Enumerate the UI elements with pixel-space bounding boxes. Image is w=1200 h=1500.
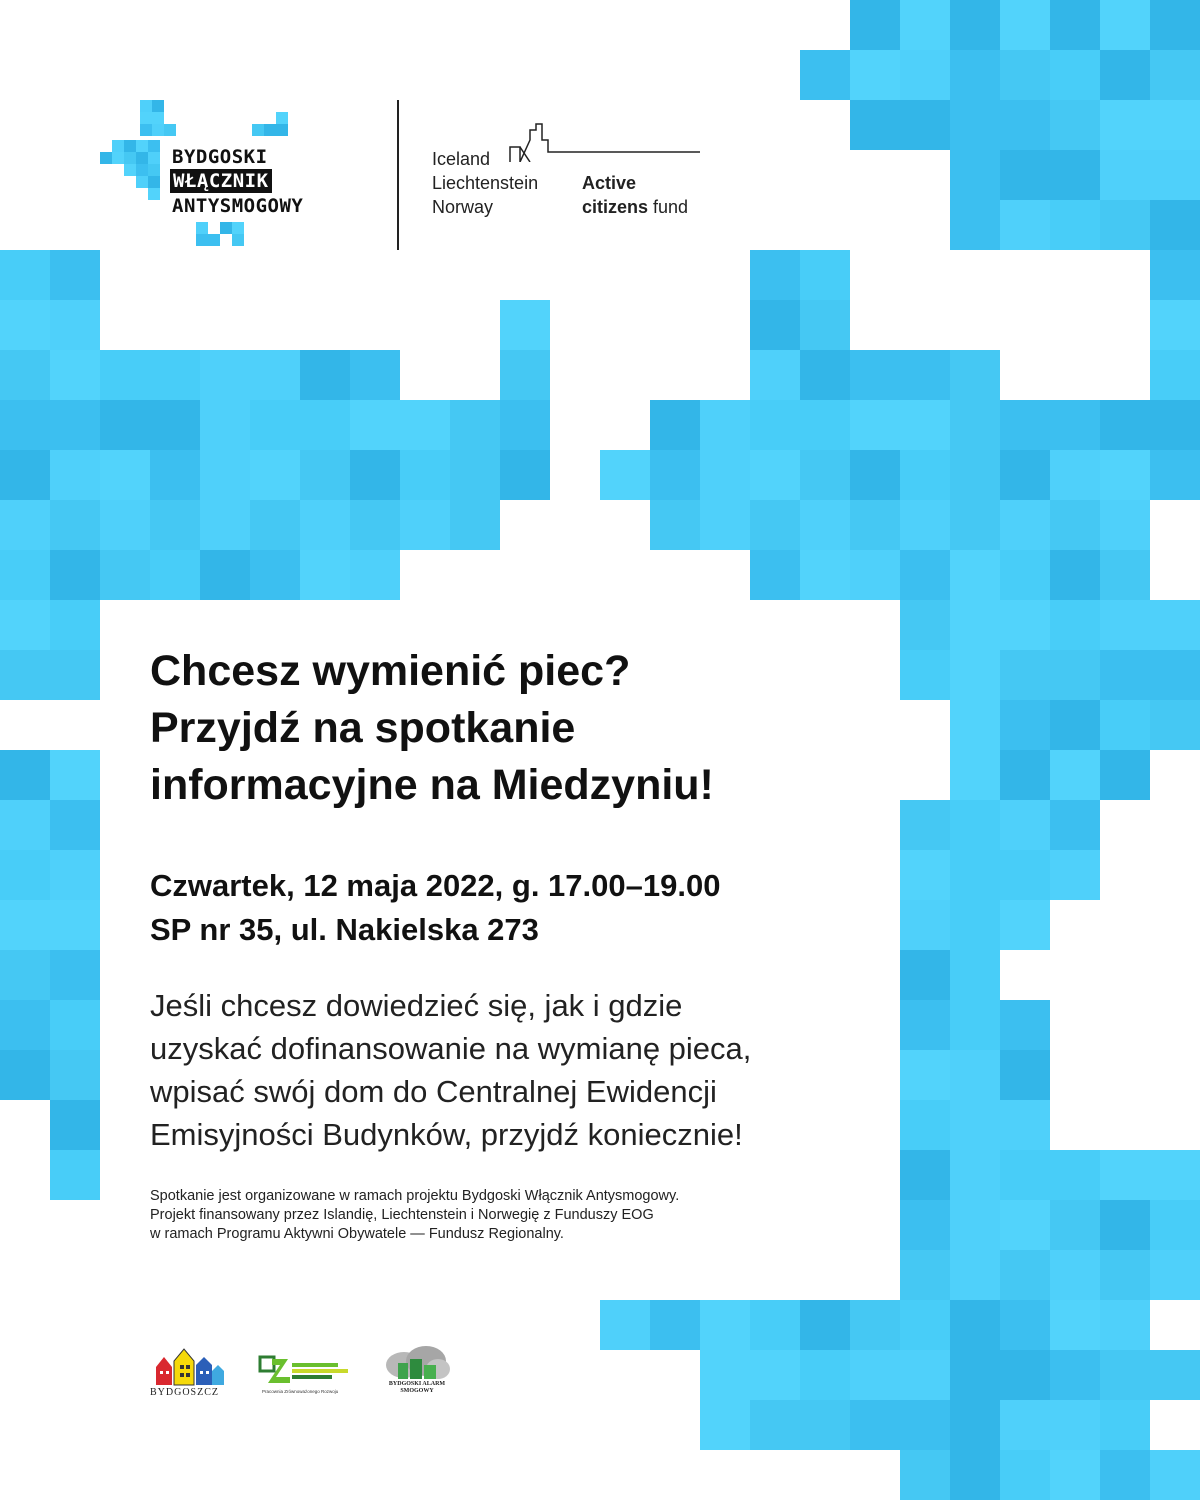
logo-bydgoski-wlacznik	[100, 100, 365, 250]
mosaic-pixel	[1000, 1000, 1050, 1050]
mosaic-pixel	[950, 850, 1000, 900]
mosaic-pixel	[1100, 1150, 1150, 1200]
mosaic-pixel	[950, 1400, 1000, 1450]
mosaic-pixel	[1000, 1400, 1050, 1450]
mosaic-pixel	[1050, 650, 1100, 700]
mosaic-pixel	[1100, 1400, 1150, 1450]
event-description	[150, 984, 870, 1156]
mosaic-pixel	[50, 1100, 100, 1150]
mosaic-pixel	[1050, 500, 1100, 550]
mosaic-pixel	[850, 0, 900, 50]
mosaic-pixel	[0, 850, 50, 900]
bydgoszcz-caption: BYDGOSZCZ	[150, 1387, 220, 1398]
description-line: uzyskać dofinansowanie na wymianę pieca,	[150, 1031, 752, 1066]
mosaic-pixel	[1100, 200, 1150, 250]
mosaic-pixel	[1150, 600, 1200, 650]
mosaic-pixel	[1100, 1200, 1150, 1250]
mosaic-pixel	[900, 1250, 950, 1300]
mosaic-pixel	[900, 400, 950, 450]
mosaic-pixel	[1100, 400, 1150, 450]
mosaic-pixel	[50, 500, 100, 550]
bydgoszcz-houses-icon	[148, 1345, 230, 1387]
mosaic-pixel	[950, 200, 1000, 250]
mosaic-pixel	[0, 500, 50, 550]
mosaic-pixel	[950, 0, 1000, 50]
acf-countries	[432, 147, 538, 219]
mosaic-pixel	[0, 400, 50, 450]
mosaic-pixel	[0, 950, 50, 1000]
mosaic-pixel	[850, 350, 900, 400]
event-details	[150, 864, 870, 952]
mosaic-pixel	[150, 350, 200, 400]
logo-bydgoszcz	[148, 1345, 230, 1403]
logo-text-line-1: BYDGOSKI	[172, 146, 268, 168]
mosaic-pixel	[250, 400, 300, 450]
mosaic-pixel	[0, 350, 50, 400]
mosaic-pixel	[1150, 700, 1200, 750]
mosaic-pixel	[1050, 850, 1100, 900]
mosaic-pixel	[1100, 50, 1150, 100]
acf-fund-line-2-rest: fund	[648, 197, 689, 217]
mosaic-pixel	[1150, 300, 1200, 350]
mosaic-pixel	[1050, 700, 1100, 750]
mosaic-pixel	[800, 1400, 850, 1450]
acf-country: Liechtenstein	[432, 173, 539, 193]
mosaic-pixel	[300, 500, 350, 550]
mosaic-pixel	[900, 1200, 950, 1250]
mosaic-pixel	[1150, 1450, 1200, 1500]
mosaic-pixel	[650, 500, 700, 550]
mosaic-pixel	[1150, 1250, 1200, 1300]
mosaic-pixel	[950, 1200, 1000, 1250]
mosaic-pixel	[700, 500, 750, 550]
mosaic-pixel	[900, 1300, 950, 1350]
mosaic-pixel	[900, 1150, 950, 1200]
mosaic-pixel	[1100, 1300, 1150, 1350]
mosaic-pixel	[900, 800, 950, 850]
acf-country: Iceland	[432, 149, 491, 169]
mosaic-pixel	[1050, 400, 1100, 450]
mosaic-pixel	[450, 450, 500, 500]
mosaic-pixel	[1100, 1450, 1150, 1500]
headline-line: informacyjne na Miedzyniu!	[150, 761, 714, 809]
mosaic-pixel	[700, 450, 750, 500]
mosaic-pixel	[1000, 100, 1050, 150]
mosaic-pixel	[1000, 1450, 1050, 1500]
mosaic-pixel	[1100, 650, 1150, 700]
mosaic-pixel	[1100, 750, 1150, 800]
mosaic-pixel	[600, 1300, 650, 1350]
mosaic-pixel	[600, 450, 650, 500]
mosaic-pixel	[650, 400, 700, 450]
mosaic-pixel	[50, 600, 100, 650]
mosaic-pixel	[900, 1100, 950, 1150]
mosaic-pixel	[950, 1350, 1000, 1400]
mosaic-pixel	[1100, 0, 1150, 50]
mosaic-pixel	[350, 450, 400, 500]
logo-text-line-3: ANTYSMOGOWY	[172, 195, 304, 217]
mosaic-pixel	[950, 650, 1000, 700]
mosaic-pixel	[750, 1350, 800, 1400]
mosaic-pixel	[1050, 1300, 1100, 1350]
mosaic-pixel	[50, 650, 100, 700]
mosaic-pixel	[900, 0, 950, 50]
mosaic-pixel	[1000, 50, 1050, 100]
mosaic-pixel	[700, 1300, 750, 1350]
mosaic-pixel	[100, 450, 150, 500]
mosaic-pixel	[500, 450, 550, 500]
acf-country: Norway	[432, 197, 494, 217]
mosaic-pixel	[1000, 600, 1050, 650]
mosaic-pixel	[850, 400, 900, 450]
mosaic-pixel	[1000, 1050, 1050, 1100]
mosaic-pixel	[850, 50, 900, 100]
mosaic-pixel	[1150, 100, 1200, 150]
mosaic-pixel	[50, 750, 100, 800]
mosaic-pixel	[1050, 150, 1100, 200]
mosaic-pixel	[200, 500, 250, 550]
mosaic-pixel	[350, 350, 400, 400]
mosaic-pixel	[1100, 600, 1150, 650]
mosaic-pixel	[800, 300, 850, 350]
mosaic-pixel	[1150, 1350, 1200, 1400]
mosaic-pixel	[950, 1000, 1000, 1050]
mosaic-pixel	[800, 400, 850, 450]
mosaic-pixel	[750, 1300, 800, 1350]
mosaic-pixel	[0, 650, 50, 700]
mosaic-pixel	[950, 1450, 1000, 1500]
mosaic-pixel	[750, 300, 800, 350]
mosaic-pixel	[50, 1050, 100, 1100]
mosaic-pixel	[1000, 150, 1050, 200]
mosaic-pixel	[900, 1450, 950, 1500]
mosaic-pixel	[1150, 1200, 1200, 1250]
mosaic-pixel	[1150, 200, 1200, 250]
mosaic-pixel	[750, 550, 800, 600]
mosaic-pixel	[850, 550, 900, 600]
description-line: wpisać swój dom do Centralnej Ewidencji	[150, 1074, 717, 1109]
pzr-mark-icon	[258, 1355, 352, 1387]
mosaic-pixel	[900, 450, 950, 500]
mosaic-pixel	[400, 500, 450, 550]
mosaic-pixel	[950, 50, 1000, 100]
mosaic-pixel	[1050, 1350, 1100, 1400]
mosaic-pixel	[900, 1400, 950, 1450]
mosaic-pixel	[50, 350, 100, 400]
mosaic-pixel	[400, 400, 450, 450]
alarm-smogowy-cloud-icon	[382, 1345, 452, 1381]
mosaic-pixel	[900, 600, 950, 650]
mosaic-pixel	[50, 950, 100, 1000]
mosaic-pixel	[950, 900, 1000, 950]
mosaic-pixel	[50, 1150, 100, 1200]
mosaic-pixel	[900, 50, 950, 100]
mosaic-pixel	[1000, 400, 1050, 450]
acf-fund-line-1: Active	[582, 173, 637, 193]
mosaic-pixel	[300, 450, 350, 500]
mosaic-pixel	[1050, 1150, 1100, 1200]
mosaic-pixel	[950, 750, 1000, 800]
mosaic-pixel	[300, 350, 350, 400]
mosaic-pixel	[850, 1400, 900, 1450]
mosaic-pixel	[800, 450, 850, 500]
mosaic-pixel	[50, 800, 100, 850]
mosaic-pixel	[1000, 650, 1050, 700]
mosaic-pixel	[800, 500, 850, 550]
mosaic-pixel	[1050, 600, 1100, 650]
mosaic-pixel	[1000, 700, 1050, 750]
mosaic-pixel	[350, 550, 400, 600]
mosaic-pixel	[850, 100, 900, 150]
mosaic-pixel	[1100, 550, 1150, 600]
mosaic-pixel	[1000, 1100, 1050, 1150]
mosaic-pixel	[250, 450, 300, 500]
mosaic-pixel	[50, 250, 100, 300]
description-line: Emisyjności Budynków, przyjdź koniecznie!	[150, 1117, 743, 1152]
mosaic-pixel	[1050, 750, 1100, 800]
mosaic-pixel	[950, 950, 1000, 1000]
alarm-smogowy-caption: BYDGOSKI ALARM SMOGOWY	[388, 1381, 446, 1394]
mosaic-pixel	[950, 1300, 1000, 1350]
mosaic-pixel	[300, 550, 350, 600]
mosaic-pixel	[0, 800, 50, 850]
mosaic-pixel	[1000, 1350, 1050, 1400]
mosaic-pixel	[1100, 1250, 1150, 1300]
mosaic-pixel	[500, 400, 550, 450]
mosaic-pixel	[650, 450, 700, 500]
mosaic-pixel	[0, 250, 50, 300]
mosaic-pixel	[1150, 350, 1200, 400]
mosaic-pixel	[700, 400, 750, 450]
mosaic-pixel	[0, 1050, 50, 1100]
mosaic-pixel	[1000, 1250, 1050, 1300]
logo-active-citizens-fund	[432, 122, 712, 222]
mosaic-pixel	[150, 400, 200, 450]
mosaic-pixel	[1150, 450, 1200, 500]
mosaic-pixel	[950, 1050, 1000, 1100]
acf-fund-name	[582, 171, 688, 219]
mosaic-pixel	[400, 450, 450, 500]
mosaic-pixel	[750, 450, 800, 500]
mosaic-pixel	[1000, 850, 1050, 900]
mosaic-pixel	[1100, 700, 1150, 750]
mosaic-pixel	[1000, 200, 1050, 250]
mosaic-pixel	[1000, 450, 1050, 500]
mosaic-pixel	[1150, 650, 1200, 700]
mosaic-pixel	[950, 1100, 1000, 1150]
mosaic-pixel	[1050, 550, 1100, 600]
mosaic-pixel	[100, 350, 150, 400]
mosaic-pixel	[900, 900, 950, 950]
mosaic-pixel	[50, 300, 100, 350]
mosaic-pixel	[950, 550, 1000, 600]
mosaic-pixel	[800, 250, 850, 300]
mosaic-pixel	[1000, 550, 1050, 600]
mosaic-pixel	[900, 550, 950, 600]
mosaic-pixel	[1150, 0, 1200, 50]
mosaic-pixel	[1000, 0, 1050, 50]
mosaic-pixel	[1150, 400, 1200, 450]
mosaic-pixel	[100, 550, 150, 600]
mosaic-pixel	[200, 550, 250, 600]
mosaic-pixel	[900, 650, 950, 700]
mosaic-pixel	[1050, 1450, 1100, 1500]
mosaic-pixel	[200, 400, 250, 450]
mosaic-pixel	[900, 350, 950, 400]
mosaic-pixel	[900, 100, 950, 150]
mosaic-pixel	[1100, 500, 1150, 550]
mosaic-pixel	[150, 550, 200, 600]
mosaic-pixel	[0, 550, 50, 600]
logo-bydgoski-alarm-smogowy	[382, 1345, 452, 1401]
mosaic-pixel	[1050, 1250, 1100, 1300]
mosaic-pixel	[700, 1400, 750, 1450]
mosaic-pixel	[1000, 1200, 1050, 1250]
mosaic-pixel	[800, 50, 850, 100]
description-line: Jeśli chcesz dowiedzieć się, jak i gdzie	[150, 988, 683, 1023]
mosaic-pixel	[1150, 1150, 1200, 1200]
mosaic-pixel	[450, 400, 500, 450]
mosaic-pixel	[350, 400, 400, 450]
mosaic-pixel	[950, 800, 1000, 850]
headline-line: Chcesz wymienić piec?	[150, 647, 631, 695]
mosaic-pixel	[100, 500, 150, 550]
event-location: SP nr 35, ul. Nakielska 273	[150, 912, 539, 947]
mosaic-pixel	[250, 500, 300, 550]
mosaic-pixel	[850, 500, 900, 550]
mosaic-pixel	[800, 550, 850, 600]
mosaic-pixel	[50, 450, 100, 500]
mosaic-pixel	[900, 1350, 950, 1400]
mosaic-pixel	[750, 350, 800, 400]
mosaic-pixel	[900, 950, 950, 1000]
mosaic-pixel	[1100, 450, 1150, 500]
mosaic-pixel	[1100, 1350, 1150, 1400]
mosaic-pixel	[1050, 800, 1100, 850]
mosaic-pixel	[300, 400, 350, 450]
mosaic-pixel	[200, 450, 250, 500]
mosaic-pixel	[950, 500, 1000, 550]
mosaic-pixel	[850, 1300, 900, 1350]
mosaic-pixel	[950, 700, 1000, 750]
mosaic-pixel	[500, 350, 550, 400]
pzr-caption: Pracownia Zrównoważonego Rozwoju	[262, 1389, 339, 1394]
mosaic-pixel	[0, 750, 50, 800]
mosaic-pixel	[50, 550, 100, 600]
mosaic-pixel	[950, 150, 1000, 200]
mosaic-pixel	[1050, 200, 1100, 250]
mosaic-pixel	[1150, 150, 1200, 200]
mosaic-pixel	[1050, 450, 1100, 500]
mosaic-pixel	[450, 500, 500, 550]
mosaic-pixel	[200, 350, 250, 400]
mosaic-pixel	[50, 900, 100, 950]
mosaic-pixel	[100, 400, 150, 450]
mosaic-pixel	[1000, 1150, 1050, 1200]
mosaic-pixel	[950, 600, 1000, 650]
mosaic-pixel	[350, 500, 400, 550]
footnote-line: w ramach Programu Aktywni Obywatele — Fundusz Regionalny.	[150, 1226, 564, 1242]
mosaic-pixel	[0, 900, 50, 950]
mosaic-pixel	[150, 450, 200, 500]
funding-footnote	[150, 1187, 850, 1244]
mosaic-pixel	[250, 550, 300, 600]
mosaic-pixel	[1150, 50, 1200, 100]
headline-line: Przyjdź na spotkanie	[150, 704, 576, 752]
logo-pracownia-zrownowazonego-rozwoju	[258, 1355, 352, 1399]
mosaic-pixel	[750, 500, 800, 550]
mosaic-pixel	[800, 1300, 850, 1350]
mosaic-pixel	[700, 1350, 750, 1400]
mosaic-pixel	[750, 1400, 800, 1450]
mosaic-pixel	[1000, 500, 1050, 550]
mosaic-pixel	[0, 300, 50, 350]
mosaic-pixel	[1000, 800, 1050, 850]
mosaic-pixel	[1000, 750, 1050, 800]
mosaic-pixel	[50, 850, 100, 900]
mosaic-pixel	[0, 450, 50, 500]
mosaic-pixel	[0, 600, 50, 650]
mosaic-pixel	[1050, 50, 1100, 100]
mosaic-pixel	[800, 350, 850, 400]
acf-fund-line-2-bold: citizens	[582, 197, 649, 217]
mosaic-pixel	[1050, 0, 1100, 50]
mosaic-pixel	[750, 250, 800, 300]
mosaic-pixel	[0, 1000, 50, 1050]
mosaic-pixel	[1000, 1300, 1050, 1350]
mosaic-pixel	[900, 850, 950, 900]
mosaic-pixel	[900, 500, 950, 550]
mosaic-pixel	[650, 1300, 700, 1350]
mosaic-pixel	[1000, 900, 1050, 950]
mosaic-pixel	[250, 350, 300, 400]
mosaic-pixel	[900, 1050, 950, 1100]
mosaic-pixel	[950, 1250, 1000, 1300]
mosaic-pixel	[50, 1000, 100, 1050]
mosaic-pixel	[1150, 250, 1200, 300]
mosaic-pixel	[500, 300, 550, 350]
mosaic-pixel	[50, 400, 100, 450]
event-date-time: Czwartek, 12 maja 2022, g. 17.00–19.00	[150, 868, 721, 903]
mosaic-pixel	[1050, 100, 1100, 150]
mosaic-pixel	[950, 450, 1000, 500]
mosaic-pixel	[800, 1350, 850, 1400]
page-title	[150, 643, 870, 814]
mosaic-pixel	[1100, 100, 1150, 150]
mosaic-pixel	[750, 400, 800, 450]
footnote-line: Projekt finansowany przez Islandię, Liechtenstein i Norwegię z Funduszy EOG	[150, 1207, 654, 1223]
mosaic-pixel	[850, 1350, 900, 1400]
mosaic-pixel	[1050, 1400, 1100, 1450]
mosaic-pixel	[950, 400, 1000, 450]
mosaic-pixel	[950, 350, 1000, 400]
mosaic-pixel	[1050, 1200, 1100, 1250]
mosaic-pixel	[1100, 150, 1150, 200]
footnote-line: Spotkanie jest organizowane w ramach projektu Bydgoski Włącznik Antysmogowy.	[150, 1188, 680, 1204]
mosaic-pixel	[150, 500, 200, 550]
mosaic-pixel	[950, 1150, 1000, 1200]
mosaic-pixel	[850, 450, 900, 500]
header-divider	[397, 100, 399, 250]
mosaic-pixel	[950, 100, 1000, 150]
mosaic-pixel	[900, 1000, 950, 1050]
logo-text-line-2: WŁĄCZNIK	[170, 169, 272, 193]
